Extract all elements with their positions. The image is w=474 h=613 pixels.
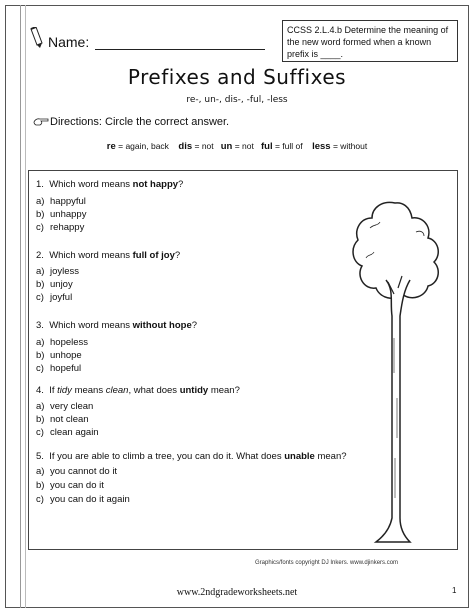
- key-term: re: [106, 141, 116, 152]
- key-term: less: [312, 141, 331, 152]
- option-1b[interactable]: [36, 209, 86, 220]
- option-letter: a): [36, 401, 45, 412]
- question-italic-word: tidy: [57, 385, 72, 396]
- page-number: 1: [452, 586, 457, 595]
- directions: Directions: Circle the correct answer.: [50, 116, 230, 128]
- question-number: 1.: [36, 179, 44, 190]
- question-number: 4.: [36, 385, 44, 396]
- question-text-end: mean?: [314, 451, 347, 462]
- option-text: unjoy: [50, 279, 73, 290]
- option-2c[interactable]: [36, 292, 72, 303]
- question-text: Which word means: [49, 320, 133, 331]
- page-title: Prefixes and Suffixes: [127, 65, 347, 89]
- option-3a[interactable]: [36, 337, 88, 348]
- option-letter: b): [36, 480, 45, 491]
- question-text-end: ?: [174, 250, 181, 261]
- question-text-end: ?: [191, 320, 198, 331]
- option-text: unhope: [50, 350, 82, 361]
- option-4b[interactable]: [36, 414, 89, 425]
- key-meaning: = without: [332, 141, 368, 151]
- question-1: [36, 179, 183, 190]
- option-letter: a): [36, 466, 45, 477]
- question-5: [36, 451, 347, 462]
- question-3: [36, 320, 197, 331]
- option-5b[interactable]: [36, 480, 104, 491]
- key-meaning: = full of: [274, 141, 303, 151]
- option-letter: a): [36, 266, 45, 277]
- question-keyword: without hope: [132, 320, 192, 331]
- key-term: un: [220, 141, 233, 152]
- option-text: unhappy: [50, 209, 87, 220]
- key-meaning: = not: [234, 141, 254, 151]
- question-text: , what does: [128, 385, 180, 396]
- option-text: happyful: [50, 196, 86, 207]
- option-letter: a): [36, 337, 45, 348]
- question-italic-word: clean: [105, 385, 129, 396]
- option-5a[interactable]: [36, 466, 117, 477]
- option-letter: b): [36, 279, 45, 290]
- question-keyword: full of joy: [132, 250, 175, 261]
- option-2b[interactable]: [36, 279, 73, 290]
- key-meaning: = again, back: [118, 141, 169, 151]
- question-keyword: untidy: [179, 385, 209, 396]
- question-text: If: [49, 385, 58, 396]
- option-letter: b): [36, 209, 45, 220]
- option-2a[interactable]: [36, 266, 79, 277]
- option-4a[interactable]: [36, 401, 93, 412]
- option-letter: a): [36, 196, 45, 207]
- option-text: you cannot do it: [50, 466, 118, 477]
- option-text: hopeless: [50, 337, 89, 348]
- key-term: dis: [178, 141, 193, 152]
- option-letter: b): [36, 350, 45, 361]
- option-text: joyful: [50, 292, 73, 303]
- key-term: ful: [260, 141, 273, 152]
- question-keyword: not happy: [132, 179, 179, 190]
- option-1a[interactable]: [36, 196, 86, 207]
- footer-url[interactable]: www.2ndgradeworksheets.net: [176, 587, 298, 598]
- question-4: [36, 385, 240, 396]
- question-text: means: [71, 385, 106, 396]
- option-text: you can do it: [50, 480, 104, 491]
- question-text: If you are able to climb a tree, you can do it. What does: [49, 451, 285, 462]
- option-text: rehappy: [50, 222, 85, 233]
- question-text: Which word means: [49, 250, 133, 261]
- option-letter: c): [36, 292, 44, 303]
- option-letter: c): [36, 427, 44, 438]
- option-text: hopeful: [50, 363, 82, 374]
- option-text: very clean: [50, 401, 94, 412]
- option-text: clean again: [50, 427, 99, 438]
- question-text-end: ?: [178, 179, 184, 190]
- name-line[interactable]: [95, 49, 265, 50]
- option-4c[interactable]: [36, 427, 99, 438]
- key-meaning: = not: [194, 141, 214, 151]
- prefix-key: [0, 141, 474, 152]
- standard-box: CCSS 2.L.4.b Determine the meaning of the new word formed when a known prefix is ____.: [282, 20, 458, 62]
- name-label: Name:: [48, 34, 90, 50]
- option-3b[interactable]: [36, 350, 82, 361]
- option-letter: c): [36, 363, 44, 374]
- credit-line: Graphics/fonts copyright DJ Inkers. www.djinkers.com: [255, 560, 399, 566]
- option-letter: c): [36, 494, 44, 505]
- option-text: not clean: [50, 414, 89, 425]
- question-number: 2.: [36, 250, 44, 261]
- question-text-end: mean?: [208, 385, 240, 396]
- option-letter: b): [36, 414, 45, 425]
- option-5c[interactable]: [36, 494, 130, 505]
- pencil-icon: [28, 27, 44, 49]
- question-number: 5.: [36, 451, 44, 462]
- option-text: you can do it again: [50, 494, 130, 505]
- option-letter: c): [36, 222, 44, 233]
- question-text: Which word means: [49, 179, 133, 190]
- question-2: [36, 250, 180, 261]
- page-subtitle: re-, un-, dis-, -ful, -less: [186, 95, 288, 105]
- question-keyword: unable: [284, 451, 315, 462]
- question-number: 3.: [36, 320, 44, 331]
- option-1c[interactable]: [36, 222, 84, 233]
- option-text: joyless: [50, 266, 80, 277]
- pointing-hand-icon: [33, 117, 49, 127]
- option-3c[interactable]: [36, 363, 81, 374]
- tree-illustration: [350, 198, 440, 548]
